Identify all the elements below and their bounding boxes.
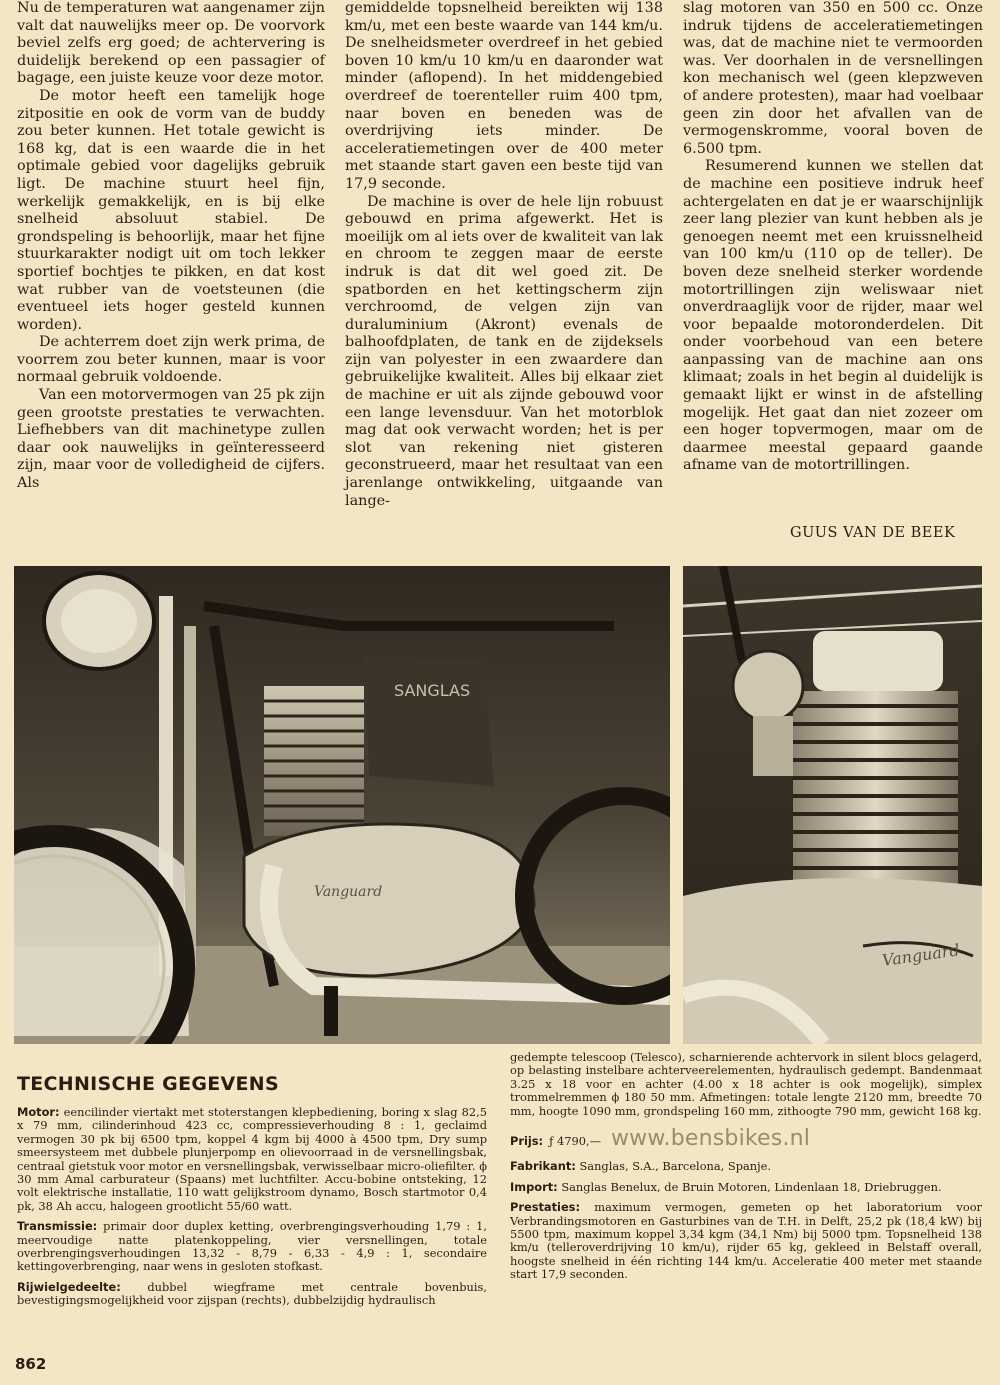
motorcycle-photo-left xyxy=(14,566,670,1044)
paragraph: De motor heeft een tamelijk hoge zitpositie en ook de vorm van de buddy zou beter kunnen. Het totale gewicht is 168 kg, dat is een waarde die in het optimale gebied voor dagelijks gebruik ligt. De machine stuurt heel fijn, werkelijk gemakkelijk, en is bij elke snelheid absoluut stabiel. De grondspeling is behoorlijk, maar het fijne stuurkarakter nodigt uit om toch lekker sportief bochtjes te pikken, en dat kost wat rubber van de voetsteunen (die eventueel iets hoger gesteld kunnen worden). xyxy=(17,87,325,333)
spec-text: primair door duplex ketting, overbrengingsverhouding 1,79 : 1, meervoudige natte platenkoppeling, vier versnellingen, totale overbrengingsverhoudingen 13,32 - 8,79 - 6,33 - 4,9 : 1, secondaire kettingoverbrenging, naar wens in gesloten stofkast. xyxy=(17,1219,487,1274)
engine-cover-badge: Vanguard xyxy=(314,884,383,900)
article-column-3 xyxy=(683,0,983,475)
specs-left-column xyxy=(17,1106,487,1315)
paragraph: Nu de temperaturen wat aangenamer zijn valt dat nauwelijks meer op. De voorvork beviel zelfs erg goed; de achtervering is duidelijk berekend op een passagier of bagage, een juiste keuze voor deze motor. xyxy=(17,0,325,87)
spec-text: maximum vermogen, gemeten op het laboratorium voor Verbrandingsmotoren en Gasturbines van de T.H. in Delft, 25,2 pk (18,4 kW) bij 5500 tpm, maximum koppel 3,34 kgm (34,1 Nm) bij 5000 tpm. Topsnelheid 138 km/u (telleroverdrijving 10 km/u), rijder 65 kg, gekleed in Belstaff overall, hoogste snelheid in één richting 144 km/u. Acceleratie 400 meter met staande start 17,9 seconden. xyxy=(510,1200,982,1282)
engine-cover-badge: Vanguard xyxy=(880,940,961,970)
paragraph: De machine is over de hele lijn robuust gebouwd en prima afgewerkt. Het is moeilijk om al iets over de kwaliteit van lak en chroom te zeggen maar de eerste indruk is dat dit wel goed zit. De spatborden en het kettingscherm zijn verchroomd, de velgen zijn van duraluminium (Akront) evenals de balhoofdplaten, de tank en de zijdeksels zijn van polyester in een zwaardere dan gebruikelijke kwaliteit. Alles bij elkaar ziet de machine er uit als zijnde gebouwd voor een lange levensduur. Van het motorblok mag dat ook verwacht worden; het is per slot van rekening niet gisteren geconstrueerd, maar het resultaat van een jarenlange ontwikkeling, uitgaande van lange- xyxy=(345,193,663,509)
spec-label: Rijwielgedeelte: xyxy=(17,1279,121,1294)
website-watermark: www.bensbikes.nl xyxy=(610,1126,811,1152)
spec-entry-prestaties xyxy=(510,1201,982,1281)
paragraph: slag motoren van 350 en 500 cc. Onze indruk tijdens de acceleratiemetingen was, dat de machine niet te vermoorden was. Ver doorhalen in de versnellingen kon mechanisch wel (geen klepzweven of andere protesten), maar had voelbaar geen zin door het afvallen van de vermogenskromme, vooral boven de 6.500 tpm. xyxy=(683,0,983,157)
paragraph: gemiddelde topsnelheid bereikten wij 138 km/u, met een beste waarde van 144 km/u. De snelheidsmeter overdreef in het gebied boven 10 km/u 10 km/u en daaronder wat minder (aflopend). In het middengebied overdreef de toerenteller ruim 400 tpm, naar boven en beneden was de overdrijving iets minder. De acceleratiemetingen over de 400 meter met staande start gaven een beste tijd van 17,9 seconde. xyxy=(345,0,663,192)
spec-label: Motor: xyxy=(17,1105,60,1119)
spec-entry-motor xyxy=(17,1106,487,1213)
spec-text: Sanglas Benelux, de Bruin Motoren, Lindenlaan 18, Driebruggen. xyxy=(557,1179,942,1194)
article-column-2 xyxy=(345,0,663,510)
spec-text: dubbel wiegframe met centrale bovenbuis, bevestigingsmogelijkheid voor zijspan (rechts), dubbelzijdig hydraulisch xyxy=(17,1279,487,1308)
author-byline: GUUS VAN DE BEEK xyxy=(790,525,956,541)
spec-entry-prijs xyxy=(510,1126,982,1152)
specs-title: TECHNISCHE GEGEVENS xyxy=(17,1073,279,1095)
engine-closeup-image xyxy=(683,566,982,1044)
spec-continuation: gedempte telescoop (Telesco), scharnierende achtervork in silent blocs gelagerd, op belasting instelbare achterveerelementen, hydraulisch gedempt. Bandenmaat 3.25 x 18 voor en achter (4.00 x 18 achter is ook mogelijk), simplex trommelremmen ϕ 180 50 mm. Afmetingen: totale lengte 2120 mm, breedte 70 mm, hoogte 1090 mm, grondspeling 160 mm, zithoogte 790 mm, gewicht 168 kg. xyxy=(510,1050,982,1118)
paragraph: Van een motorvermogen van 25 pk zijn geen grootste prestaties te verwachten. Liefhebbers van dit machinetype zullen daar ook nauwelijks in geïnteresseerd zijn, maar voor de volledigheid de cijfers. Als xyxy=(17,387,325,492)
specs-right-column xyxy=(510,1051,982,1289)
spec-text: Sanglas, S.A., Barcelona, Spanje. xyxy=(575,1159,772,1174)
spec-label: Prestaties: xyxy=(510,1200,581,1215)
engine-cylinder xyxy=(264,686,364,836)
engine-cylinder-fins xyxy=(793,691,958,891)
spec-entry-transmissie xyxy=(17,1220,487,1274)
page-number: 862 xyxy=(15,1355,47,1373)
price-value: ƒ 4790,— xyxy=(549,1134,601,1149)
paragraph: De achterrem doet zijn werk prima, de voorrem zou beter kunnen, maar is voor normaal gebruik voldoende. xyxy=(17,334,325,386)
engine-photo-right xyxy=(683,566,982,1044)
article-column-1 xyxy=(17,0,325,493)
motorcycle-side-image xyxy=(14,566,670,1044)
spec-label: Transmissie: xyxy=(17,1219,98,1234)
spec-entry-import xyxy=(510,1181,982,1194)
spec-label: Fabrikant: xyxy=(510,1159,576,1174)
spec-entry-rijwielgedeelte xyxy=(17,1281,487,1308)
spec-entry-fabrikant xyxy=(510,1160,982,1173)
spec-text: eencilinder viertakt met stoterstangen klepbediening, boring x slag 82,5 x 79 mm, cilinderinhoud 423 cc, compressieverhouding 8 : 1, geclaimd vermogen 30 pk bij 6500 tpm, koppel 4 kgm bij 4000 à 4500 tpm, Dry sump smeersysteem met dubbele plunjerpomp en olievoorraad in de versnellingsbak, centraal gietstuk voor motor en versnellingsbak, verwisselbaar micro-oliefilter. ϕ 30 mm Amal carburateur (Spaans) met luchtfilter. Accu-bobine ontsteking, 12 volt elektrische installatie, 110 watt gelijkstroom dynamo, Bosch startmotor 0,4 pk, 38 Ah accu, halogeen grootlicht 55/60 watt. xyxy=(17,1105,487,1213)
paragraph: Resumerend kunnen we stellen dat de machine een positieve indruk heef achtergelaten en dat je er waarschijnlijk zeer lang plezier van kunt hebben als je genoegen neemt met een kruissnelheid van 100 km/u (110 op de teller). De boven deze snelheid sterker wordende motortrillingen zijn weliswaar niet onverdraaglijk voor de rijder, maar wel voor bepaalde motoronderdelen. Dit onder voorbehoud van een betere aanpassing van de machine aan ons klimaat; zoals in het begin al duidelijk is gemaakt lijkt er winst in de afstelling mogelijk. Het gaat dan niet zozeer om een hoger topvermogen, maar om de daarmee meestal gepaard gaande afname van de motortrillingen. xyxy=(683,158,983,474)
spec-label: Prijs: xyxy=(510,1134,544,1149)
spec-label: Import: xyxy=(510,1179,558,1194)
tank-badge: SANGLAS xyxy=(394,681,471,700)
